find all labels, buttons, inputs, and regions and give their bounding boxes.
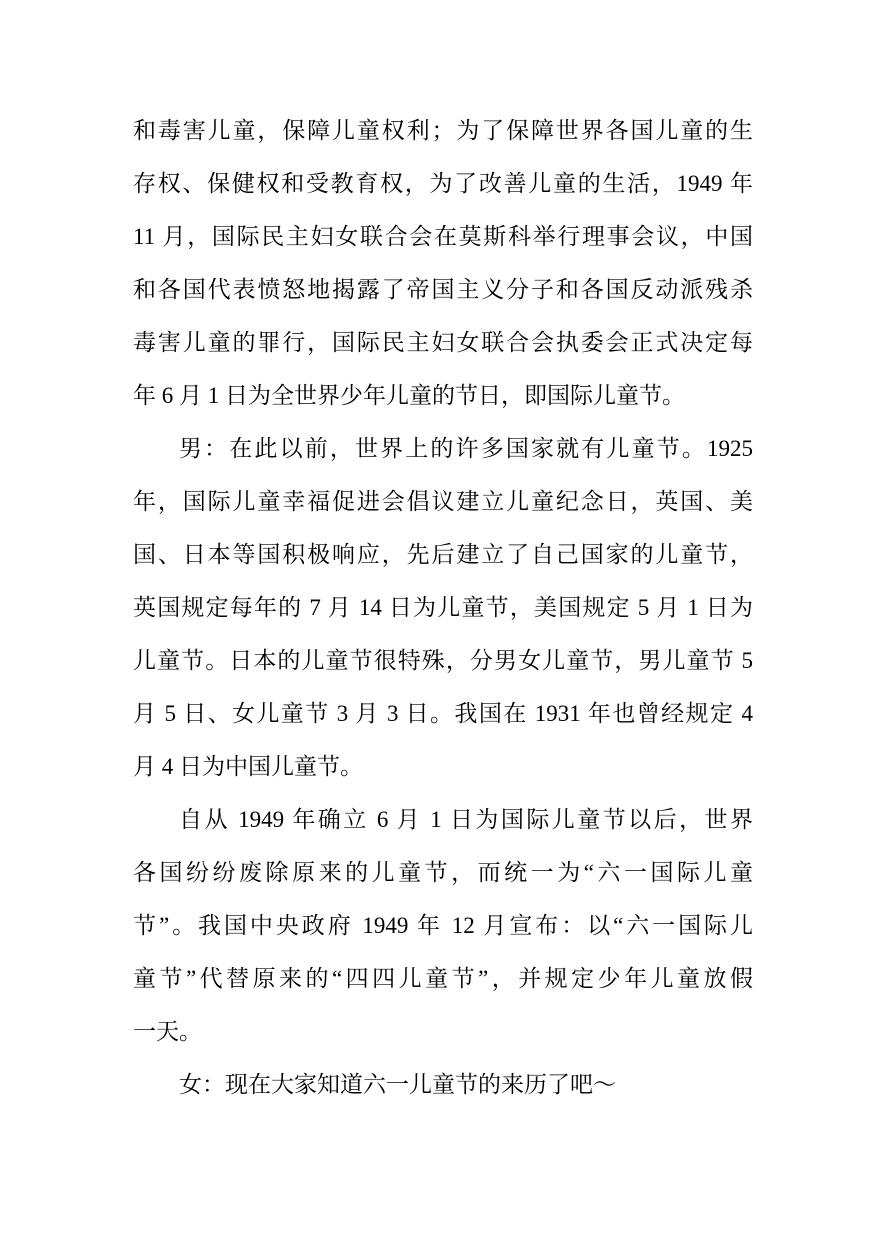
paragraph-1 [133,104,753,422]
text-line: 女：现在大家知道六一儿童节的来历了吧～ [179,1072,616,1097]
paragraph-4 [133,1058,753,1111]
text-line: 国、日本等国积极响应，先后建立了自己国家的儿童节， [133,542,753,567]
text-line: 和毒害儿童，保障儿童权利；为了保障世界各国儿童的生 [133,118,753,143]
text-line: 11 月，国际民主妇女联合会在莫斯科举行理事会议，中国 [133,224,753,249]
text-line: 和各国代表愤怒地揭露了帝国主义分子和各国反动派残杀 [133,277,753,302]
text-line: 各国纷纷废除原来的儿童节，而统一为“六一国际儿童 [133,860,753,885]
text-line: 月 5 日、女儿童节 3 月 3 日。我国在 1931 年也曾经规定 4 [133,701,753,726]
paragraph-2 [133,422,753,793]
text-line: 节”。我国中央政府 1949 年 12 月宣布：以“六一国际儿 [133,913,753,938]
text-line: 毒害儿童的罪行，国际民主妇女联合会执委会正式决定每 [133,330,753,355]
text-line: 儿童节。日本的儿童节很特殊，分男女儿童节，男儿童节 5 [133,648,753,673]
text-line: 一天。 [133,1019,202,1044]
text-line: 月 4 日为中国儿童节。 [133,754,363,779]
text-line: 年 6 月 1 日为全世界少年儿童的节日，即国际儿童节。 [133,383,685,408]
text-line: 英国规定每年的 7 月 14 日为儿童节，美国规定 5 月 1 日为 [133,595,753,620]
text-line: 存权、保健权和受教育权，为了改善儿童的生活，1949 年 [133,171,753,196]
document-page [133,104,753,1111]
text-line: 自从 1949 年确立 6 月 1 日为国际儿童节以后，世界 [179,807,753,832]
text-line: 男：在此以前，世界上的许多国家就有儿童节。1925 [179,436,753,461]
text-line: 年，国际儿童幸福促进会倡议建立儿童纪念日，英国、美 [133,489,753,514]
paragraph-3 [133,793,753,1058]
text-line: 童节”代替原来的“四四儿童节”，并规定少年儿童放假 [133,966,753,991]
